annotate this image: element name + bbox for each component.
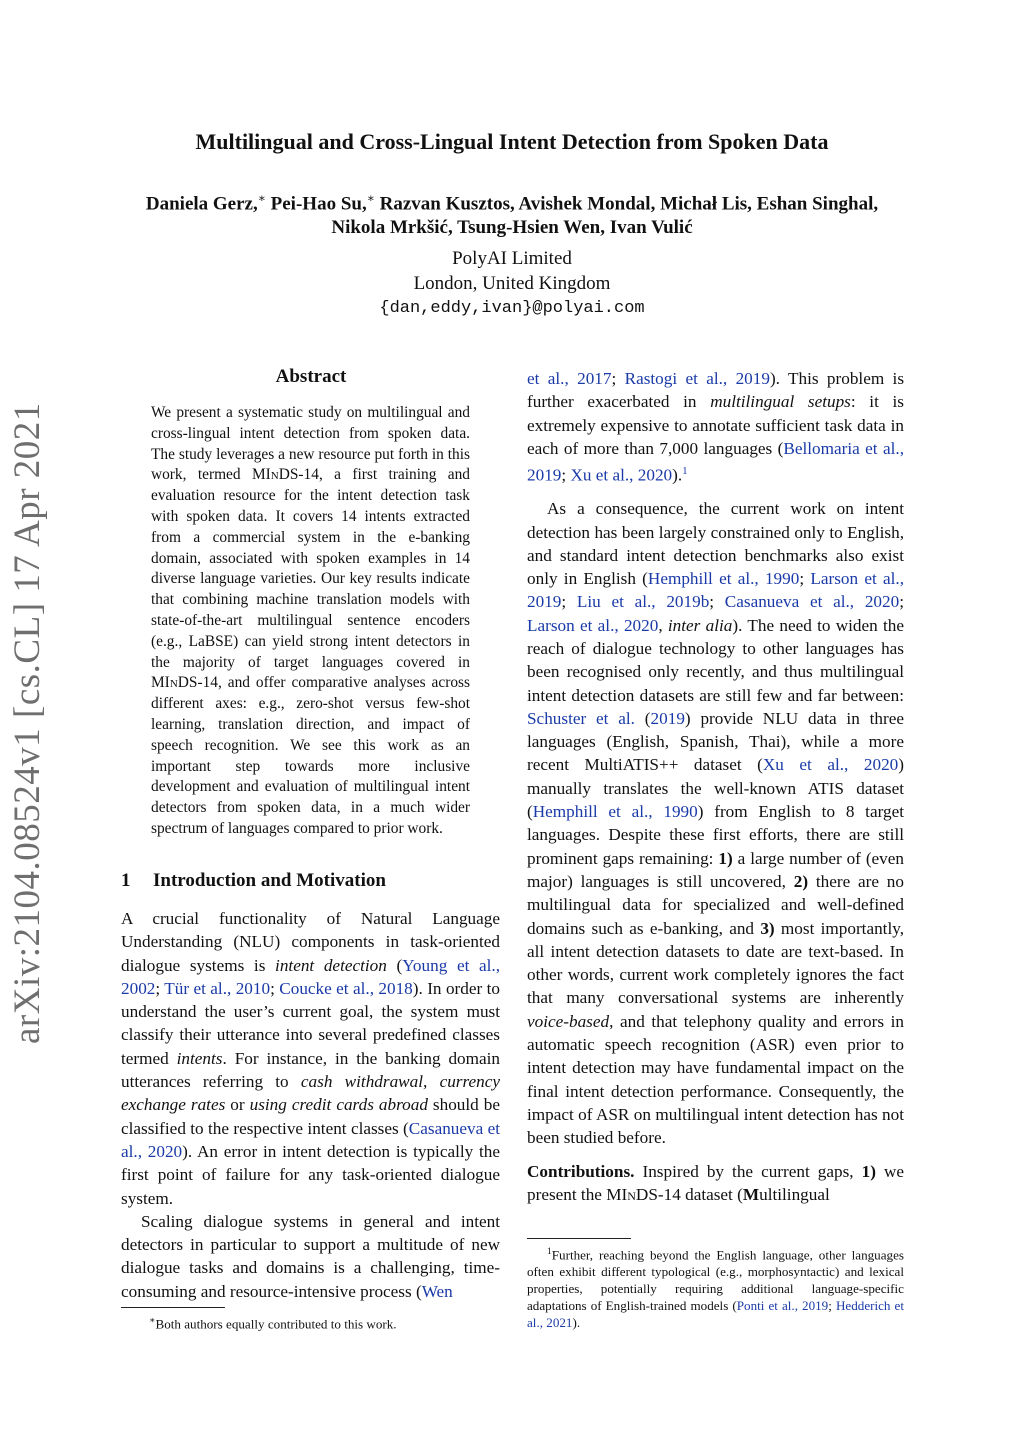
- right-column-body: [527, 367, 904, 1206]
- citation-link[interactable]: Bellomaria et al., 2019: [527, 438, 905, 485]
- citation-link[interactable]: Tür et al., 2010: [164, 978, 271, 998]
- contributions-label: Contributions.: [527, 1161, 635, 1181]
- author-1: Daniela Gerz,: [145, 193, 258, 215]
- paragraph: A crucial functionality of Natural Language Understanding (NLU) components in task-oriented dialogue systems is intent detection (Young et al., 2002; Tür et al., 2010; Coucke et al., 2018). In order to understand the user’s current goal, the system must classify their utterance into several predefined classes termed intents. For instance, in the banking domain utterances referring to cash withdrawal, currency exchange rates or using credit cards abroad should be classified to the respective intent classes (Casanueva et al., 2020). An error in intent detection is typically the first point of failure for any task-oriented dialogue system.: [121, 909, 501, 1208]
- abstract-part: , and offer comparative analyses across different axes: e.g., zero-shot versus few-shot learning, translation direction, and impact of speech recognition. We see this work as an important step towards more inclusive development and evaluation of multilingual intent detectors from spoken data, in a much wider spectrum of languages compared to prior work.: [151, 674, 470, 837]
- author-list: [100, 186, 924, 240]
- citation-link[interactable]: Hedderich et al., 2021: [527, 1298, 905, 1331]
- author-2: Pei-Hao Su,: [265, 193, 367, 215]
- citation-link[interactable]: Wen: [421, 1281, 453, 1301]
- dataset-name: MInDS-14: [606, 1184, 681, 1204]
- section-number: 1: [121, 870, 131, 891]
- affiliation-org: PolyAI Limited: [452, 248, 572, 269]
- footnote-1: $^1$Further, reaching beyond the English language, other languages often exhibit different typological (e.g., morphosyntactic) and lexical properties, potentially requiring additional language-specific adaptations of English-trained models (Ponti et al., 2019; Hedderich et al., 2021).: [527, 1247, 905, 1331]
- citation-link[interactable]: Casanueva et al., 2020: [724, 592, 900, 612]
- footnote-rule: [121, 1307, 225, 1308]
- authors-line-2: Nikola Mrkšić, Tsung-Hsien Wen, Ivan Vulić: [331, 217, 693, 239]
- citation-link[interactable]: Hemphill et al., 1990: [647, 569, 800, 589]
- citation-link[interactable]: Larson et al., 2019: [527, 569, 904, 612]
- abstract-text: [151, 403, 470, 840]
- citation-link[interactable]: Rastogi et al., 2019: [624, 369, 770, 388]
- paragraph: As a consequence, the current work on intent detection has been largely constrained only to English, and standard intent detection benchmarks also exist only in English (Hemphill et al., 1990; Larson et al., 2019; Liu et al., 2019b; Casanueva et al., 2020; Larson et al., 2020, inter alia). The need to widen the reach of dialogue technology to other languages has been recognised only recently, and thus multilingual intent detection datasets are still few and far between: Schuster et al. (2019) provide NLU data in three languages (English, Spanish, Thai), while a more recent MultiATIS++ dataset (Xu et al., 2020) manually translates the well-known ATIS dataset (Hemphill et al., 1990) from English to 8 target languages. Despite these first efforts, there are still prominent gaps remaining: 1) a large number of (even major) languages is still uncovered, 2) there are no multilingual data for specialized and well-defined domains such as e-banking, and 3) most importantly, all intent detection datasets to date are text-based. In other words, current work completely ignores the fact that many conversational systems are inherently voice-based, and that telephony quality and errors in automatic speech recognition (ASR) even prior to intent detection may have fundamental impact on the final intent detection performance. Consequently, the impact of ASR on multilingual intent detection has not been studied before.: [527, 499, 905, 1148]
- section-title: Introduction and Motivation: [153, 870, 386, 891]
- left-column-body: [121, 907, 500, 1303]
- citation-link[interactable]: Ponti et al., 2019: [736, 1298, 829, 1314]
- equal-contribution-mark: ∗: [366, 191, 375, 205]
- paragraph: et al., 2017; Rastogi et al., 2019). This problem is further exacerbated in multilingual setups: it is extremely expensive to annotate sufficient task data in each of more than 7,000 languages (Bellomaria et al., 2019; Xu et al., 2020).$^1$: [527, 369, 905, 485]
- citation-link[interactable]: 2019: [650, 708, 685, 728]
- abstract-part: We present a systematic study on multilingual and cross-lingual intent detection from spoken data. The study leverages a new resource put forth in this work, termed: [151, 404, 470, 484]
- paragraph: Contributions. Inspired by the current gaps, 1) we present the MInDS-14 dataset (Multilingual: [527, 1161, 904, 1204]
- paragraph: Scaling dialogue systems in general and intent detectors in particular to support a multitude of new dialogue tasks and domains is a challenging, time-consuming and resource-intensive process (Wen: [121, 1211, 500, 1301]
- footnote-marker[interactable]: 1: [682, 465, 688, 478]
- section-heading: [121, 870, 501, 892]
- dataset-name: MInDS-14: [251, 466, 319, 484]
- authors-line-1-rest: Razvan Kusztos, Avishek Mondal, Michał Lis, Eshan Singhal,: [374, 193, 879, 215]
- citation-link[interactable]: Xu et al., 2020: [762, 755, 899, 775]
- citation-link[interactable]: Coucke et al., 2018: [279, 978, 413, 998]
- affiliation: [0, 246, 1024, 321]
- affiliation-location: London, United Kingdom: [413, 273, 611, 294]
- contact-email: {dan,eddy,ivan}@polyai.com: [379, 299, 645, 318]
- arxiv-side-stamp: arXiv:2104.08524v1 [cs.CL] 17 Apr 2021: [7, 402, 48, 1044]
- citation-link[interactable]: Schuster et al.: [527, 708, 635, 728]
- footnote-equal-contribution: ∗Both authors equally contributed to this work.: [149, 1316, 397, 1332]
- citation-link[interactable]: Casanueva et al., 2020: [121, 1118, 501, 1161]
- dataset-name: MInDS-14: [151, 674, 218, 692]
- citation-link[interactable]: Liu et al., 2019b: [576, 592, 710, 612]
- equal-contribution-mark: ∗: [257, 191, 266, 205]
- footnote-rule: [527, 1238, 631, 1239]
- citation-link[interactable]: Larson et al., 2020: [527, 615, 659, 635]
- citation-link[interactable]: et al., 2017: [527, 369, 612, 388]
- citation-link[interactable]: Young et al., 2002: [121, 955, 501, 998]
- citation-link[interactable]: Xu et al., 2020: [570, 465, 673, 485]
- paper-title: Multilingual and Cross-Lingual Intent Detection from Spoken Data: [195, 129, 829, 154]
- abstract-heading: Abstract: [275, 366, 347, 387]
- abstract-part: , a first training and evaluation resource for the intent detection task with spoken data. It covers 14 intents extracted from a commercial system in the e-banking domain, associated with spoken examples in 14 diverse language varieties. Our key results indicate that combining machine translation models with state-of-the-art multilingual sentence encoders (e.g., LaBSE) can yield strong intent detectors in the majority of target languages covered in: [151, 466, 470, 671]
- citation-link[interactable]: Hemphill et al., 1990: [532, 802, 698, 822]
